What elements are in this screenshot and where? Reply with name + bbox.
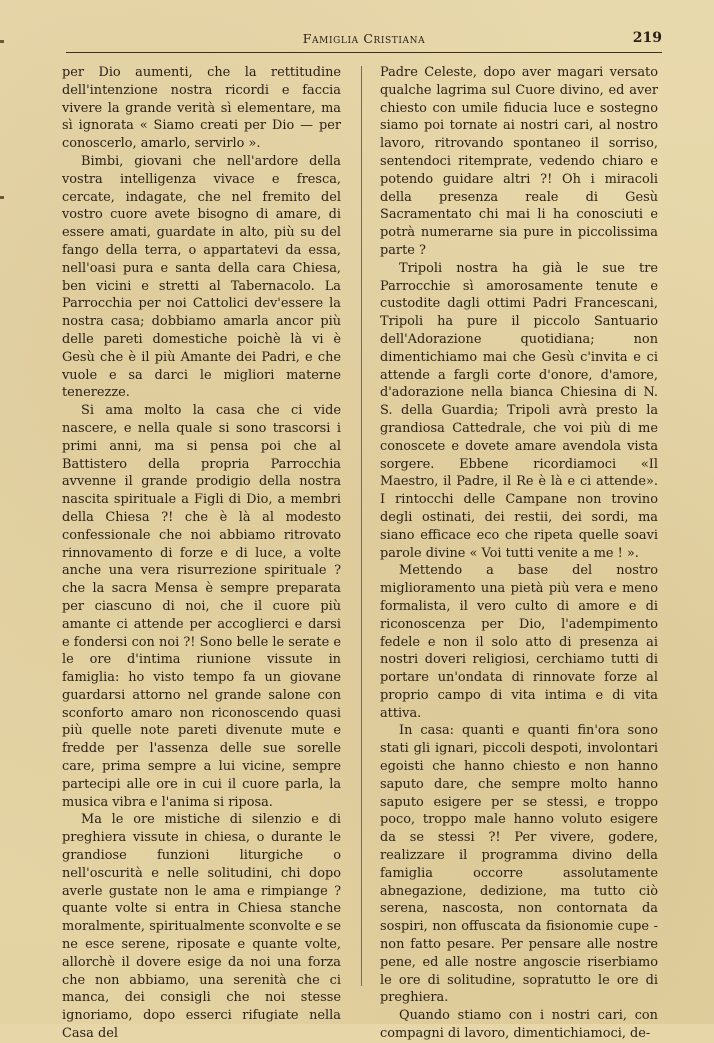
left-column xyxy=(62,64,341,1043)
paragraph: Bimbi, giovani che nell'ardore della vostra intelligenza vivace e fresca, cercate, indagate, che nel fremito del vostro cuore avete bisogno di amare, di essere amati, guardate in alto, più su del fango della terra, o appartatevi da essa, nell'oasi pura e santa della cara Chiesa, ben vicini e stretti al Tabernacolo. La Parrocchia per noi Cattolici dev'essere la nostra casa; dobbiamo amarla ancor più delle pareti domestiche poichè là vi è Gesù che è il più Amante dei Padri, e che vuole e sa darci le migliori materne tenerezze. xyxy=(62,153,341,401)
paragraph: Ma le ore mistiche di silenzio e di preghiera vissute in chiesa, o durante le grandiose funzioni liturgiche o nell'oscurità e nelle solitudini, chi dopo averle gustate non le ama e rimpiange ? quante volte si entra in Chiesa stanche moralmente, spiritualmente sconvolte e se ne esce serene, riposate e quante volte, allorchè il dovere esige da noi una forza che non abbiamo, una serenità che ci manca, dei consigli che noi stesse ignoriamo, dopo esserci rifugiate nella Casa del xyxy=(62,812,341,1042)
header-rule xyxy=(66,52,662,53)
margin-mark xyxy=(0,40,4,43)
margin-mark xyxy=(0,196,4,199)
page-header xyxy=(66,28,662,50)
running-title: Famiglia Cristiana xyxy=(302,31,426,46)
paragraph: per Dio aumenti, che la rettitudine dell'intenzione nostra ricordi e faccia vivere la grande verità sì elementare, ma sì ignorata « Siamo creati per Dio — per conoscerlo, amarlo, servirlo ». xyxy=(62,65,341,152)
paragraph: Padre Celeste, dopo aver magari versato qualche lagrima sul Cuore divino, ed aver chiesto con umile fiducia luce e sostegno siamo poi tornate ai nostri cari, al nostro lavoro, ritrovando spontaneo il sorriso, sentendoci ritemprate, vedendo chiaro e potendo guidare altri ?! Oh i miracoli della presenza reale di Gesù Sacramentato chi mai li ha conosciuti e potrà numerarne sia pure in piccolissima parte ? xyxy=(380,65,658,258)
page-number: 219 xyxy=(632,30,662,46)
right-column xyxy=(380,64,658,1043)
column-divider xyxy=(361,66,362,986)
paragraph: In casa: quanti e quanti fin'ora sono stati gli ignari, piccoli despoti, involontari egoisti che hanno chiesto e non hanno saputo dare, che sempre molto hanno saputo esigere per se stessi, e troppo poco, troppo male hanno voluto esigere da se stessi ?! Per vivere, godere, realizzare il programma divino della famiglia occorre assolutamente abnegazione, dedizione, ma tutto ciò serena, nascosta, non contornata da sospiri, non offuscata da fisionomie cupe - non fatto pesare. Per pensare alle nostre pene, ed alle nostre angoscie riserbiamo le ore di solitudine, sopratutto le ore di preghiera. xyxy=(380,723,658,1006)
paragraph: Tripoli nostra ha già le sue tre Parrocchie sì amorosamente tenute e custodite dagli ottimi Padri Francescani, Tripoli ha pure il piccolo Santuario dell'Adorazione quotidiana; non dimentichiamo mai che Gesù c'invita e ci attende a fargli corte d'onore, d'amore, d'adorazione nella bianca Chiesina di N. S. della Guardia; Tripoli avrà presto la grandiosa Cattedrale, che voi più di me conoscete e dovete amare avendola vista sorgere. Ebbene ricordiamoci «Il Maestro, il Padre, il Re è là e ci attende». I rintocchi delle Campane non trovino degli ostinati, dei restii, dei sordi, ma siano efficace eco che ripeta quelle soavi parole divine « Voi tutti venite a me ! ». xyxy=(380,260,658,561)
paragraph: Mettendo a base del nostro miglioramento una pietà più vera e meno formalista, il vero culto di amore e di riconoscenza per Dio, l'adempimento fedele e non il solo atto di presenza ai nostri doveri religiosi, cerchiamo tutti di portare un'ondata di rinnovate forze al proprio campo di vita intima e di vita attiva. xyxy=(380,563,658,721)
paragraph: Si ama molto la casa che ci vide nascere, e nella quale si sono trascorsi i primi anni, ma si pensa poi che al Battistero della propria Parrocchia avvenne il grande prodigio della nostra nascita spirituale a Figli di Dio, a membri della Chiesa ?! che è là al modesto confessionale che noi abbiamo ritrovato rinnovamento di forze e di luce, a volte anche una vera risurrezione spirituale ? che la sacra Mensa è sempre preparata per ciascuno di noi, che il cuore più amante ci attende per accoglierci e darsi e fondersi con noi ?! Sono belle le serate e le ore d'intima riunione vissute in famiglia: ho visto tempo fa un giovane guardarsi attorno nel grande salone con sconforto amaro non riconoscendo quasi più quelle note pareti divenute mute e fredde per l'assenza delle sue sorelle care, prima sempre a lui vicine, sempre partecipi alle ore in cui il cuore parla, la musica vibra e l'anima si riposa. xyxy=(62,403,341,810)
paragraph: Quando stiamo con i nostri cari, con compagni di lavoro, dimentichiamoci, de- xyxy=(380,1008,658,1042)
